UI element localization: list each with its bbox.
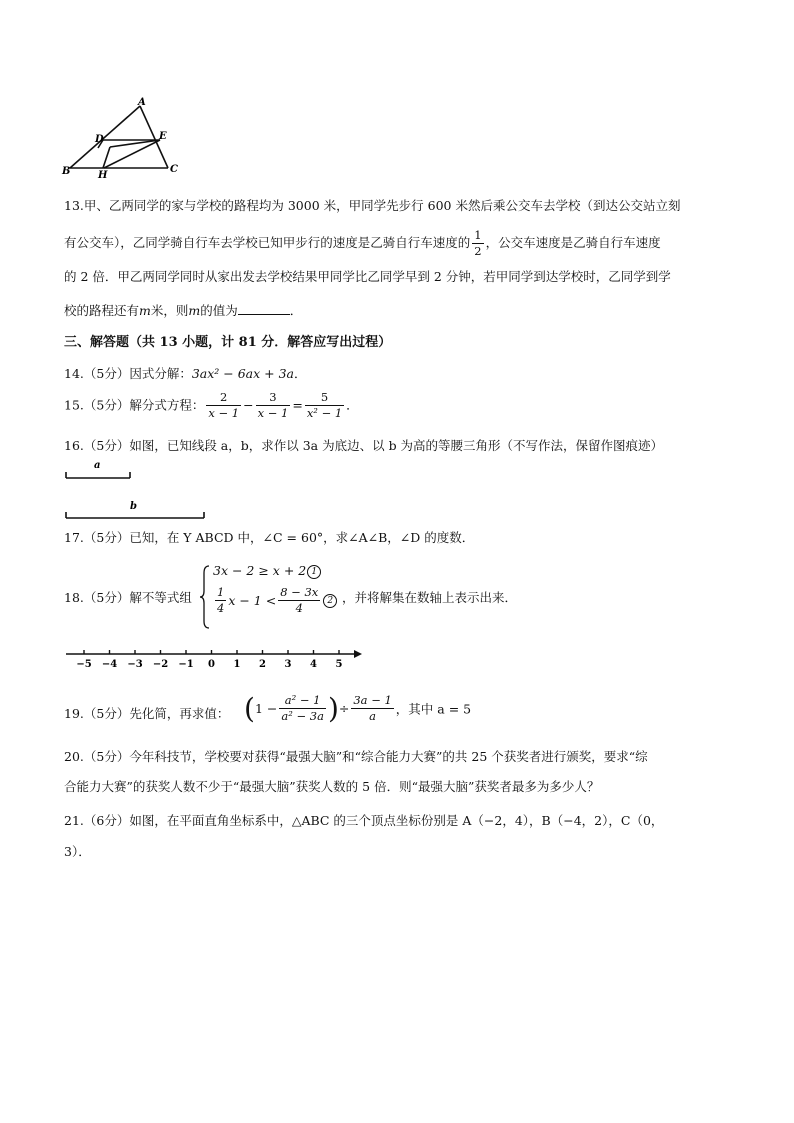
q21-line1: 21.（6分）如图，在平面直角坐标系中，△ABC 的三个顶点坐标份别是 A（−2，4），B（−4，2），C（0， [64,813,664,828]
q19-text: 19.（5分）先化简，再求值： [64,706,230,721]
q19-one: 1 − [254,701,278,716]
frac-num: 5 [305,390,344,406]
arrow-icon [354,650,362,658]
var-m: m [139,303,151,318]
q13-fraction [472,228,483,259]
q19-tail: ，其中 a = 5 [395,701,472,717]
ineq1-text: 3x − 2 ≥ x + 2 [213,563,307,578]
var-m: m [188,303,201,318]
label-C: C [170,164,178,175]
frac-den: x² − 1 [306,406,343,420]
q16-segments-figure [64,458,214,526]
tick-label: −3 [127,659,143,670]
tick-label: 5 [335,659,343,670]
q16-text: 16.（5分）如图，已知线段 a，b，求作以 3a 为底边、以 b 为高的等腰三角形（不写作法，保留作图痕迹） [64,438,664,453]
frac-den: x − 1 [257,406,289,420]
label-A: A [138,97,146,108]
q17-text: 17.（5分）已知，在 Y ABCD 中，∠C = 60°，求∠A∠B，∠D 的度数． [64,530,475,545]
q20-line2: 合能力大赛”的获奖人数不少于“最强大脑”获奖人数的 5 倍．则“最强大脑”获奖者最多为多少人？ [64,779,600,794]
tick-label: −1 [178,659,194,670]
tick-label: 3 [284,659,292,670]
q15-minus: − [243,397,254,413]
q18-ineq2 [213,585,337,616]
q19-frac1 [279,693,326,724]
q14-end: ． [294,366,307,381]
tick-label: 1 [233,659,241,670]
frac-num: 3 [256,390,291,406]
frac-den: x − 1 [208,406,240,420]
number-line [64,648,364,672]
frac-num: 2 [206,390,241,406]
paren-left: ( [244,692,255,725]
q13-line2-b: ，公交车速度是乙骑自行车速度 [485,235,661,250]
tick-label: −2 [152,659,169,670]
frac-num: 1 [217,585,225,599]
q14 [64,365,307,383]
frac-den: 4 [295,601,303,615]
q18-text: 18.（5分）解不等式组 [64,590,192,605]
tick-label: −5 [76,659,92,670]
segment-a-label: a [94,460,101,471]
tick-label: 2 [259,659,266,670]
frac-num: a² − 1 [279,693,326,709]
q15-text: 15.（5分）解分式方程： [64,397,205,413]
tick-label: −4 [101,659,118,670]
triangle-figure [60,96,190,178]
q13-line4-a: 校的路程还有 [64,303,140,318]
q19-frac2 [351,693,393,724]
q13-line4 [64,302,302,320]
ineq2-text: x − 1 < [228,593,277,608]
q21-line2: 3）． [64,844,91,859]
frac-num: 8 − 3x [280,585,319,599]
frac-den: 2 [474,244,482,258]
frac-num: 1 [474,228,482,242]
frac-den: a [369,709,376,723]
tick-label: 4 [310,659,317,670]
frac-num: 3a − 1 [353,693,392,707]
q19-expression [244,692,471,725]
paren-right: ) [327,692,339,725]
q13-line4-d: ． [289,303,303,318]
q13-line2-a: 有公交车），乙同学骑自行车去学校已知甲步行的速度是乙骑自行车速度的 [64,235,471,250]
label-B: B [62,166,71,177]
q13-line2 [64,228,661,259]
q14-text: 14.（5分）因式分解： [64,366,192,381]
q13-line1: 13.甲、乙两同学的家与学校的路程均为 3000 米，甲同学先步行 600 米然后乘公交车去学校（到达公交站立刻 [64,198,681,213]
q15-frac1 [206,390,241,421]
circle-mark-1: 1 [307,565,321,579]
label-H: H [98,170,108,178]
q15 [64,390,359,421]
q18-ineq1 [213,563,321,579]
q13-line3: 的 2 倍．甲乙两同学同时从家出发去学校结果甲同学比乙同学早到 2 分钟，若甲同学到达学校时，乙同学到学 [64,269,671,284]
circle-mark-2: 2 [323,594,337,608]
q15-frac3 [305,390,344,421]
q15-frac2 [256,390,291,421]
q15-equals: = [292,397,303,413]
label-E: E [159,131,167,142]
segment-b-label: b [130,501,137,512]
answer-blank [238,302,290,315]
brace-icon [200,565,210,629]
tick-label: 0 [208,659,215,670]
section-3-title: 三、解答题（共 13 小题，计 81 分．解答应写出过程） [64,335,392,350]
ineq2-frac1 [215,585,226,616]
q20-line1: 20.（5分）今年科技节，学校要对获得“最强大脑”和“综合能力大赛”的共 25 个获奖者进行颁奖，要求“综 [64,749,648,764]
frac-den: a² − 3a [281,709,324,723]
ineq2-frac2 [278,585,320,616]
label-D: D [95,134,104,145]
q18-tail: ，并将解集在数轴上表示出来． [342,590,518,605]
q14-expression: 3ax² − 6ax + 3a [191,366,295,381]
q15-end: ． [346,397,359,413]
frac-den: 4 [217,601,225,615]
q13-line4-c: 的值为 [200,303,238,318]
q19-div: ÷ [338,701,350,716]
q13-line4-b: 米，则 [150,303,189,318]
